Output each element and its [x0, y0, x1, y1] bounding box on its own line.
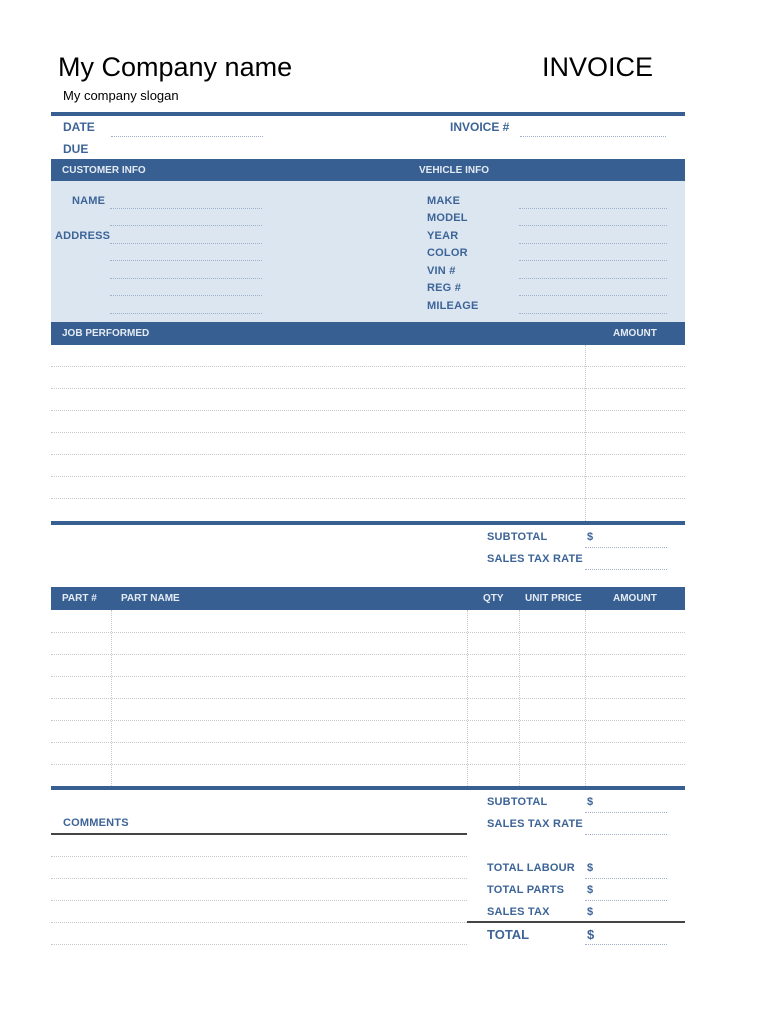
total-parts-label: TOTAL PARTS: [487, 884, 565, 896]
parts-subtotal-currency: $: [587, 796, 594, 808]
part-number-header: PART #: [62, 593, 97, 604]
vehicle-model-field[interactable]: [519, 225, 667, 226]
total-labour-currency: $: [587, 862, 594, 874]
job-column-divider: [585, 345, 586, 521]
vehicle-year-label: YEAR: [427, 230, 459, 242]
job-tax-rate-label: SALES TAX RATE: [487, 553, 583, 565]
address-line-6[interactable]: [110, 313, 262, 314]
parts-subtotal-label: SUBTOTAL: [487, 796, 548, 808]
unit-price-header: UNIT PRICE: [525, 593, 582, 604]
job-subtotal-field[interactable]: [585, 547, 667, 548]
job-subtotal-currency: $: [587, 531, 594, 543]
job-row[interactable]: [51, 476, 685, 477]
part-row[interactable]: [51, 742, 685, 743]
vehicle-reg-field[interactable]: [519, 295, 667, 296]
vehicle-vin-field[interactable]: [519, 278, 667, 279]
job-row[interactable]: [51, 388, 685, 389]
invoice-number-label: INVOICE #: [450, 120, 510, 134]
total-labour-label: TOTAL LABOUR: [487, 862, 575, 874]
part-row[interactable]: [51, 764, 685, 765]
job-tax-rate-field[interactable]: [585, 569, 667, 570]
comment-line[interactable]: [51, 944, 467, 945]
total-parts-field[interactable]: [585, 900, 667, 901]
customer-name-field[interactable]: [110, 208, 262, 209]
parts-tax-rate-label: SALES TAX RATE: [487, 818, 583, 830]
parts-tax-rate-field[interactable]: [585, 834, 667, 835]
comment-line[interactable]: [51, 856, 467, 857]
part-row[interactable]: [51, 676, 685, 677]
address-line-1[interactable]: [110, 225, 262, 226]
job-row[interactable]: [51, 410, 685, 411]
vehicle-make-label: MAKE: [427, 195, 461, 207]
job-amount-header: AMOUNT: [613, 328, 657, 339]
customer-name-label: NAME: [72, 195, 106, 207]
company-slogan[interactable]: My company slogan: [63, 88, 179, 103]
job-performed-header: JOB PERFORMED: [62, 328, 150, 339]
job-table-header: [51, 322, 685, 345]
parts-table-header: [51, 587, 685, 610]
job-row[interactable]: [51, 498, 685, 499]
document-title: INVOICE: [542, 52, 654, 82]
customer-info-heading: CUSTOMER INFO: [62, 165, 146, 176]
info-panel: [51, 181, 685, 322]
part-row[interactable]: [51, 698, 685, 699]
comment-line[interactable]: [51, 878, 467, 879]
vehicle-mileage-field[interactable]: [519, 313, 667, 314]
sales-tax-label: SALES TAX: [487, 906, 550, 918]
grand-total-currency: $: [587, 927, 595, 942]
info-section-header: [51, 159, 685, 181]
part-amount-header: AMOUNT: [613, 593, 657, 604]
job-row[interactable]: [51, 432, 685, 433]
address-line-5[interactable]: [110, 295, 262, 296]
part-row[interactable]: [51, 720, 685, 721]
parts-subtotal-field[interactable]: [585, 812, 667, 813]
date-field[interactable]: [111, 136, 263, 137]
vehicle-color-label: COLOR: [427, 247, 468, 259]
comment-line[interactable]: [51, 922, 467, 923]
vehicle-info-heading: VEHICLE INFO: [419, 165, 490, 176]
vehicle-color-field[interactable]: [519, 260, 667, 261]
date-label: DATE: [63, 120, 95, 134]
comments-label: COMMENTS: [63, 817, 129, 829]
part-row[interactable]: [51, 632, 685, 633]
qty-header: QTY: [483, 593, 504, 604]
address-line-4[interactable]: [110, 278, 262, 279]
total-parts-currency: $: [587, 884, 594, 896]
comment-line[interactable]: [51, 900, 467, 901]
part-name-header: PART NAME: [121, 593, 180, 604]
vehicle-year-field[interactable]: [519, 243, 667, 244]
job-table-footer-rule: [51, 521, 685, 525]
customer-address-label: ADDRESS: [55, 230, 111, 242]
job-row[interactable]: [51, 366, 685, 367]
total-labour-field[interactable]: [585, 878, 667, 879]
grand-total-label: TOTAL: [487, 927, 530, 942]
parts-table-footer-rule: [51, 786, 685, 790]
vehicle-mileage-label: MILEAGE: [427, 300, 479, 312]
vehicle-vin-label: VIN #: [427, 265, 456, 277]
grand-total-field[interactable]: [585, 944, 667, 945]
job-subtotal-label: SUBTOTAL: [487, 531, 548, 543]
vehicle-make-field[interactable]: [519, 208, 667, 209]
company-name[interactable]: My Company name: [58, 52, 293, 82]
vehicle-reg-label: REG #: [427, 282, 462, 294]
vehicle-model-label: MODEL: [427, 212, 468, 224]
job-row[interactable]: [51, 454, 685, 455]
address-line-3[interactable]: [110, 260, 262, 261]
comments-rule: [51, 833, 467, 835]
part-row[interactable]: [51, 654, 685, 655]
invoice-number-field[interactable]: [520, 136, 666, 137]
sales-tax-currency: $: [587, 906, 594, 918]
address-line-2[interactable]: [110, 243, 262, 244]
header-divider: [51, 112, 685, 116]
due-label: DUE: [63, 142, 89, 156]
total-rule: [467, 921, 685, 923]
